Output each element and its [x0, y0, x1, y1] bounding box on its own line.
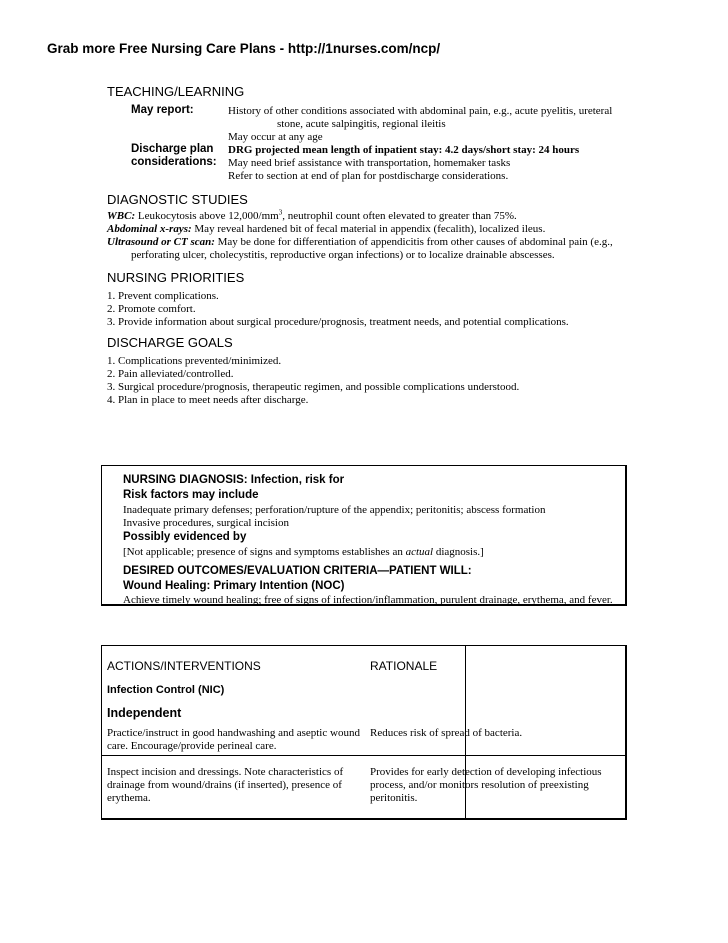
row-divider	[102, 755, 626, 756]
independent-label: Independent	[107, 706, 182, 720]
may-report-label: May report:	[131, 104, 194, 116]
goal-item: 3. Surgical procedure/prognosis, therapeutic regimen, and possible complications understood.	[107, 381, 520, 393]
teaching-title: TEACHING/LEARNING	[107, 84, 245, 99]
goals-title: DISCHARGE GOALS	[107, 335, 233, 350]
may-report-line1: History of other conditions associated with abdominal pain, e.g., acute pyelitis, ureteral	[228, 105, 613, 117]
discharge-line3: Refer to section at end of plan for postdischarge considerations.	[228, 170, 509, 182]
wbc-text-a: Leukocytosis above 12,000/mm	[137, 210, 279, 222]
wbc-label: WBC:	[107, 210, 136, 222]
evidenced-label: Possibly evidenced by	[123, 531, 247, 543]
priorities-title: NURSING PRIORITIES	[107, 270, 245, 285]
evidenced-italic: actual	[405, 546, 434, 558]
infection-control-subheader: Infection Control (NIC)	[107, 684, 225, 696]
discharge-line2: May need brief assistance with transportation, homemaker tasks	[228, 157, 511, 169]
goal-item: 1. Complications prevented/minimized.	[107, 355, 282, 367]
goal-item: 4. Plan in place to meet needs after discharge.	[107, 394, 309, 406]
row2-action-line2: drainage from wound/drains (if inserted), presence of	[107, 779, 342, 791]
ultrasound-text-1: May be done for differentiation of appendicitis from other causes of abdominal pain (e.g.,	[217, 236, 613, 248]
outcomes-label: DESIRED OUTCOMES/EVALUATION CRITERIA—PATIENT WILL:	[123, 565, 472, 577]
row2-rationale-line2: process, and/or monitors resolution of preexisting	[370, 779, 589, 791]
risk-factors-label: Risk factors may include	[123, 489, 259, 501]
evidenced-text-a: [Not applicable; presence of signs and symptoms establishes an	[123, 546, 406, 558]
row1-rationale: Reduces risk of spread of bacteria.	[370, 727, 523, 739]
row2-action-line3: erythema.	[107, 792, 151, 804]
goals-list	[107, 355, 519, 407]
row1-action-line1: Practice/instruct in good handwashing and aseptic wound	[107, 727, 360, 739]
risk-line-1: Inadequate primary defenses; perforation/rupture of the appendix; peritonitis; abscess formation	[123, 504, 546, 516]
page-header: Grab more Free Nursing Care Plans - http://1nurses.com/ncp/	[47, 41, 441, 56]
ultrasound-line	[107, 236, 613, 249]
discharge-label-1: Discharge plan	[131, 143, 214, 155]
goal-item: 2. Pain alleviated/controlled.	[107, 368, 234, 380]
evidenced-text-b: diagnosis.]	[433, 546, 484, 558]
priorities-list	[107, 290, 569, 329]
diagnosis-title: NURSING DIAGNOSIS: Infection, risk for	[123, 474, 345, 486]
wound-healing-label: Wound Healing: Primary Intention (NOC)	[123, 580, 345, 592]
priority-item: 1. Prevent complications.	[107, 290, 219, 302]
wound-healing-text: Achieve timely wound healing; free of signs of infection/inflammation, purulent drainage, erythema, and fever.	[123, 594, 613, 606]
evidenced-text	[123, 546, 484, 559]
xray-text: May reveal hardened bit of fecal material in appendix (fecalith), localized ileus.	[194, 223, 546, 235]
may-report-line3: May occur at any age	[228, 131, 323, 143]
row2-action-line1: Inspect incision and dressings. Note characteristics of	[107, 766, 344, 778]
may-report-line2: stone, acute salpingitis, regional ileitis	[277, 118, 446, 130]
discharge-line1: DRG projected mean length of inpatient stay: 4.2 days/short stay: 24 hours	[228, 144, 580, 156]
ultrasound-label: Ultrasound or CT scan:	[107, 236, 215, 248]
actions-header: ACTIONS/INTERVENTIONS	[107, 659, 261, 673]
row2-rationale-line1: Provides for early detection of developing infectious	[370, 766, 602, 778]
row1-action-line2: care. Encourage/provide perineal care.	[107, 740, 277, 752]
xray-line	[107, 223, 545, 236]
priority-item: 3. Provide information about surgical procedure/prognosis, treatment needs, and potential complications.	[107, 316, 569, 328]
wbc-sup: 3	[278, 208, 283, 217]
rationale-header: RATIONALE	[370, 659, 438, 673]
diagnostic-title: DIAGNOSTIC STUDIES	[107, 192, 248, 207]
row2-rationale-line3: peritonitis.	[370, 792, 418, 804]
ultrasound-text-2: perforating ulcer, cholecystitis, reproductive organ infections) or to localize drainable abscesses.	[131, 249, 555, 261]
xray-label: Abdominal x-rays:	[107, 223, 192, 235]
discharge-label-2: considerations:	[131, 156, 217, 168]
risk-line-2: Invasive procedures, surgical incision	[123, 517, 289, 529]
wbc-line	[107, 210, 517, 223]
priority-item: 2. Promote comfort.	[107, 303, 196, 315]
wbc-text-b: , neutrophil count often elevated to greater than 75%.	[282, 210, 517, 222]
